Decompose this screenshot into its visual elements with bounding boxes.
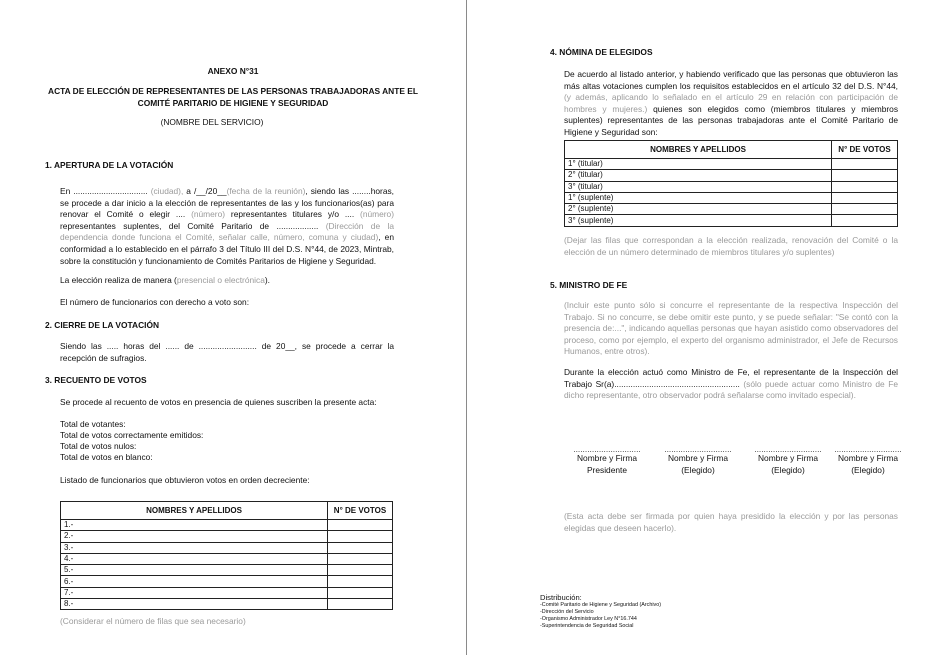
votes-cell[interactable] xyxy=(832,181,898,192)
table-row xyxy=(565,215,898,226)
placeholder-mode: presencial o electrónica xyxy=(176,275,265,285)
row-label: 1.- xyxy=(61,520,328,531)
total-null-votes: Total de votos nulos: xyxy=(60,441,137,451)
text: La elección realiza de manera ( xyxy=(60,275,177,285)
text: Durante la elección actuó como Ministro de Fe, el representante de la Inspección del Trabajo Sr(a)...................................................... xyxy=(564,367,898,389)
section-1-paragraph xyxy=(60,186,394,267)
distribution-item: -Comité Paritario de Higiene y Seguridad (Archivo) xyxy=(540,602,662,608)
section-2-text: Siendo las ..... horas del ...... de ......................... de 20__, se procede a cerrar la recepción de sufragios. xyxy=(60,341,394,363)
signature-role: (Elegido) xyxy=(771,465,805,475)
service-name: (NOMBRE DEL SERVICIO) xyxy=(160,117,264,127)
section-4-heading: 4. NÓMINA DE ELEGIDOS xyxy=(550,47,653,57)
section-1-heading: 1. APERTURA DE LA VOTACIÓN xyxy=(45,160,174,170)
signature-line: ............................. xyxy=(664,444,732,454)
title-line-1: ACTA DE ELECCIÓN DE REPRESENTANTES DE LAS PERSONAS TRABAJADORAS ANTE EL xyxy=(48,86,418,96)
section-5-instructions: (Incluir este punto sólo si concurre el representante de la respectiva Inspección del Trabajo. Si no concurre, se debe omitir este punto, y se puede señalar: "Se contó con la presencia de:...", indicando aquellas personas que hayan asistido como observadores del proceso, como por ejemplo, el experto del organismo administrador, el Jefe de Recursos Humanos, entre otros). xyxy=(564,300,898,357)
row-label: 7.- xyxy=(61,587,328,598)
left-page xyxy=(0,0,466,655)
text: , siendo las ........horas, se procede a dar inicio a la elección de representantes de las y los funcionarios(as) para renovar el Comité o elegir .... xyxy=(60,186,395,220)
row-label: 3.- xyxy=(61,542,328,553)
signature-line: ............................. xyxy=(754,444,822,454)
placeholder-note: (sólo puede actuar como Ministro de Fe dicho representante, otro observador podrá señalarse como invitado especial). xyxy=(564,378,898,401)
total-voters: Total de votantes: xyxy=(60,419,126,429)
signature-label: Nombre y Firma xyxy=(667,453,729,463)
signature-elected-2 xyxy=(753,446,823,476)
distribution-item: -Superintendencia de Seguridad Social xyxy=(540,623,634,629)
header-names: NOMBRES Y APELLIDOS xyxy=(565,141,832,159)
table-row xyxy=(61,553,393,564)
distribution-item: -Dirección del Servicio xyxy=(540,609,594,615)
table-row xyxy=(565,192,898,203)
table-row xyxy=(565,181,898,192)
header-votes: N° DE VOTOS xyxy=(832,141,898,159)
placeholder-address: (Dirección de la dependencia donde funciona el Comité, señalar calle, número, comuna y ciudad) xyxy=(60,220,394,243)
table-row xyxy=(61,565,393,576)
text: En ................................ xyxy=(60,186,148,196)
signature-role: (Elegido) xyxy=(681,465,715,475)
votes-cell[interactable] xyxy=(832,170,898,181)
votes-cell[interactable] xyxy=(832,192,898,203)
votes-cell[interactable] xyxy=(328,565,393,576)
placeholder-number: (número) xyxy=(191,209,226,220)
right-page xyxy=(467,0,941,655)
row-label: 1° (suplente) xyxy=(565,192,832,203)
distribution-block xyxy=(540,593,661,630)
signature-role: (Elegido) xyxy=(851,465,885,475)
section-5-heading: 5. MINISTRO DE FE xyxy=(550,280,628,290)
text: a /__/20__ xyxy=(186,186,227,196)
table-row xyxy=(61,576,393,587)
row-label: 2.- xyxy=(61,531,328,542)
votes-cell[interactable] xyxy=(832,159,898,170)
section-3-heading: 3. RECUENTO DE VOTOS xyxy=(45,375,147,385)
signature-role: Presidente xyxy=(586,465,628,475)
signature-elected-1 xyxy=(663,446,733,476)
votes-cell[interactable] xyxy=(328,531,393,542)
signature-line: ............................. xyxy=(834,444,902,454)
votes-cell[interactable] xyxy=(328,542,393,553)
title-line-2: COMITÉ PARITARIO DE HIGIENE Y SEGURIDAD xyxy=(137,98,329,108)
placeholder-number: (número) xyxy=(360,209,395,220)
row-label: 8.- xyxy=(61,599,328,610)
text: De acuerdo al listado anterior, y habiendo verificado que las personas que obtuvieron las más altas votaciones cumplen los requisitos establecidos en el artículo 32 del D.S. N°44, xyxy=(564,69,898,91)
elected-table xyxy=(564,140,898,227)
votes-cell[interactable] xyxy=(328,599,393,610)
signature-label: Nombre y Firma xyxy=(837,453,899,463)
table-row xyxy=(565,170,898,181)
placeholder-note: (y además, aplicando lo señalado en el artículo 29 en relación con participación de hombres y mujeres.) xyxy=(564,92,898,114)
votes-table xyxy=(60,501,393,610)
recount-intro: Se procede al recuento de votos en presencia de quienes suscriben la presente acta: xyxy=(60,397,377,407)
table-row xyxy=(565,159,898,170)
text: representantes titulares y/o .... xyxy=(225,209,361,220)
signature-elected-3 xyxy=(833,446,903,476)
elected-table-note: (Dejar las filas que correspondan a la elección realizada, renovación del Comité o la elección de un número determinado de miembros titulares y/o suplentes) xyxy=(564,235,898,257)
votes-cell[interactable] xyxy=(328,576,393,587)
table-row xyxy=(565,204,898,215)
row-label: 2° (titular) xyxy=(565,170,832,181)
distribution-title: Distribución: xyxy=(540,593,582,602)
votes-cell[interactable] xyxy=(328,553,393,564)
total-blank-votes: Total de votos en blanco: xyxy=(60,452,153,462)
row-label: 3° (titular) xyxy=(565,181,832,192)
section-4-paragraph xyxy=(564,69,898,139)
text: ). xyxy=(264,275,270,285)
row-label: 6.- xyxy=(61,576,328,587)
row-label: 3° (suplente) xyxy=(565,215,832,226)
table-row xyxy=(61,599,393,610)
anexo-title: ANEXO N°31 xyxy=(207,66,259,76)
table-row xyxy=(61,542,393,553)
row-label: 5.- xyxy=(61,565,328,576)
signature-label: Nombre y Firma xyxy=(576,453,638,463)
voters-count-label: El número de funcionarios con derecho a voto son: xyxy=(60,297,250,307)
placeholder-city: (ciudad), xyxy=(147,186,187,196)
header-votes: N° DE VOTOS xyxy=(328,502,393,520)
table-header-row xyxy=(61,502,393,520)
votes-cell[interactable] xyxy=(328,587,393,598)
table-header-row xyxy=(565,141,898,159)
votes-cell[interactable] xyxy=(832,215,898,226)
signature-note: (Esta acta debe ser firmada por quien haya presidido la elección y por las personas elegidas que deseen hacerlo). xyxy=(564,511,898,533)
text: , en conformidad a lo establecido en el párrafo 3 del Título III del D.S. N°44, de 2023, Mintrab, sobre la constitución y funcionamiento de Comités Paritarios de Higiene y Seguridad. xyxy=(60,232,394,266)
placeholder-date: (fecha de la reunión) xyxy=(226,186,306,196)
votes-cell[interactable] xyxy=(328,520,393,531)
distribution-item: -Organismo Administrador Ley N°16.744 xyxy=(540,616,637,622)
text: quienes son elegidos como (miembros titulares y miembros suplentes) representantes de las personas trabajadoras ante el Comité Paritario de Higiene y Seguridad son: xyxy=(564,103,899,137)
document-title xyxy=(20,85,446,109)
section-2-heading: 2. CIERRE DE LA VOTACIÓN xyxy=(45,320,160,330)
header-names: NOMBRES Y APELLIDOS xyxy=(61,502,328,520)
votes-cell[interactable] xyxy=(832,204,898,215)
signature-label: Nombre y Firma xyxy=(757,453,819,463)
table-row xyxy=(61,587,393,598)
vote-totals xyxy=(60,419,203,463)
row-label: 2° (suplente) xyxy=(565,204,832,215)
row-label: 4.- xyxy=(61,553,328,564)
table-row xyxy=(61,531,393,542)
ministro-de-fe-text xyxy=(564,367,898,402)
row-label: 1° (titular) xyxy=(565,159,832,170)
signature-line: ............................. xyxy=(573,444,641,454)
signature-president xyxy=(572,446,642,476)
table-row xyxy=(61,520,393,531)
text: representantes suplentes, del Comité Paritario de .................. xyxy=(60,220,326,231)
list-intro: Listado de funcionarios que obtuvieron votos en orden decreciente: xyxy=(60,475,310,485)
table-note: (Considerar el número de filas que sea necesario) xyxy=(60,616,246,626)
election-mode xyxy=(60,275,270,285)
total-valid-votes: Total de votos correctamente emitidos: xyxy=(60,430,204,440)
